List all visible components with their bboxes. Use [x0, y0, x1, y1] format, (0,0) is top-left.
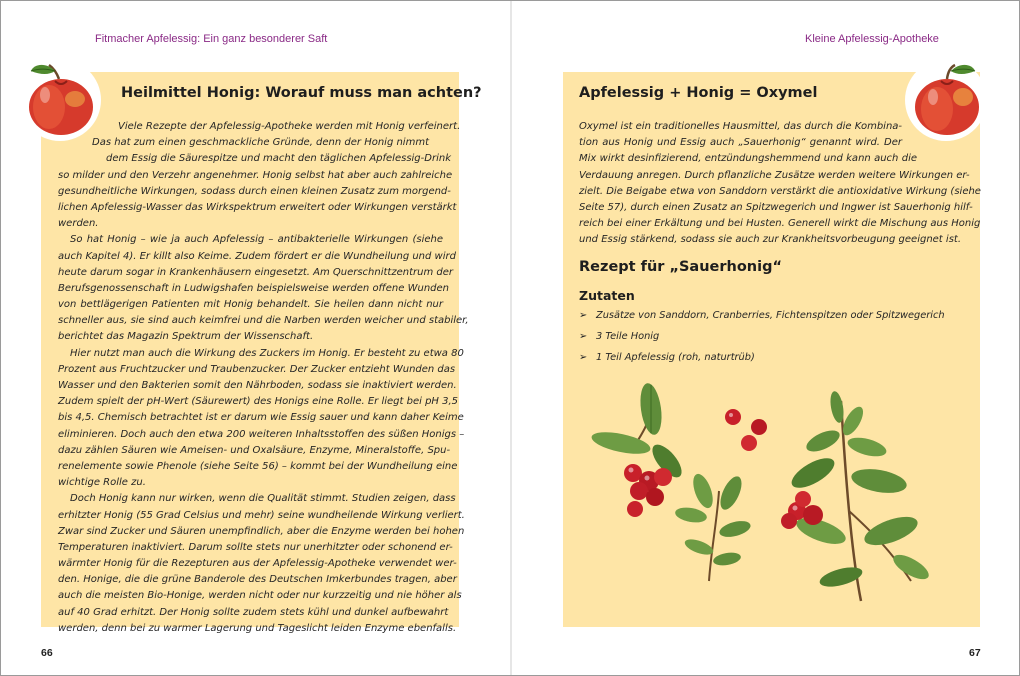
- paragraph-line: lichen Apfelessig-Wasser das Wirkspektrum erweitert oder Wirkungen verstärkt: [58, 201, 457, 213]
- page-number-left: 66: [41, 647, 53, 659]
- paragraph-line: eliminieren. Doch auch den etwa 200 weiteren Inhaltsstoffen des süßen Honigs –: [58, 428, 465, 440]
- paragraph-line: dem Essig die Säurespitze und macht den täglichen Apfelessig-Drink: [106, 153, 451, 165]
- arrow-bullet-icon: ➢: [579, 310, 588, 321]
- right-page-body: [579, 119, 981, 249]
- page-number-right: 67: [969, 647, 981, 659]
- paragraph-line: renelemente sowie Phenole (siehe Seite 56) – kommt bei der Wundheilung eine: [58, 460, 458, 472]
- paragraph-line: werden, denn bei zu warmer Lagerung und Tageslicht leiden Enzyme ebenfalls.: [58, 622, 457, 634]
- paragraph-line: Berufsgenossenschaft in Ludwigshafen beispielsweise werden offene Wunden: [58, 282, 449, 294]
- paragraph-line: Prozent aus Fruchtzucker und Traubenzucker. Der Zucker entzieht Wunden das: [58, 363, 456, 375]
- paragraph-line: reich bei einer Erkältung und bei Husten. Generell wirkt die Mischung aus Honig: [579, 218, 981, 230]
- arrow-bullet-icon: ➢: [579, 331, 588, 342]
- cranberry-illustration: [591, 381, 951, 611]
- paragraph-line: gesundheitliche Wirkungen, sodass durch einen kleinen Zusatz zum morgend-: [58, 185, 451, 197]
- recipe-title: Rezept für „Sauerhonig“: [579, 259, 783, 275]
- ingredients-list: [579, 309, 959, 372]
- paragraph-line: von bettlägerigen Patienten mit Honig behandelt. Sie heilen dann nicht nur: [58, 299, 443, 311]
- arrow-bullet-icon: ➢: [579, 352, 588, 363]
- paragraph-line: bis 4,5. Chemisch betrachtet ist er darum wie Essig sauer und kann daher Keime: [58, 412, 464, 424]
- ingredient-text: 1 Teil Apfelessig (roh, naturtrüb): [596, 352, 755, 363]
- page-gutter: [510, 1, 512, 675]
- list-item: [579, 351, 959, 372]
- paragraph-line: auch die meisten Bio-Honige, werden nicht oder nur kurzzeitig und nie höher als: [58, 590, 462, 602]
- list-item: [579, 309, 959, 330]
- cranberry-sprig-middle-icon: [674, 471, 752, 581]
- paragraph-line: und Essig stärkend, sodass sie auch zur Krankheitsvorbeugung geeignet ist.: [579, 234, 961, 246]
- paragraph-line: dazu zählen Säuren wie Ameisen- und Oxalsäure, Enzyme, Mineralstoffe, Spu-: [58, 444, 451, 456]
- cranberry-sprig-left-icon: [591, 382, 687, 517]
- paragraph-line: erhitzter Honig (55 Grad Celsius und mehr) seine wundheilende Wirkung verliert.: [58, 509, 465, 521]
- list-item: [579, 330, 959, 351]
- paragraph-line: schneller aus, sie sind auch keimfrei und die Narben werden weicher und stabiler,: [58, 315, 469, 327]
- left-page-title: Heilmittel Honig: Worauf muss man achten?: [121, 85, 482, 101]
- paragraph-line: Verdauung anregen. Durch pflanzliche Zusätze werden weitere Wirkungen er-: [579, 169, 970, 181]
- paragraph-line: Viele Rezepte der Apfelessig-Apotheke werden mit Honig verfeinert.: [118, 121, 461, 132]
- paragraph-line: so milder und den Verzehr angenehmer. Honig selbst hat aber auch zahlreiche: [58, 169, 453, 181]
- paragraph-line: Wasser und den Bakterien somit den Nährboden, sodass sie inaktiviert werden.: [58, 380, 457, 391]
- paragraph-line: berichtet das Magazin Spektrum der Wissenschaft.: [58, 331, 314, 343]
- right-page-title: Apfelessig + Honig = Oxymel: [579, 85, 818, 101]
- paragraph-line: tion aus Honig und Essig auch „Sauerhonig“ genannt wird. Der: [579, 137, 902, 149]
- paragraph-line: Temperaturen inaktiviert. Darum sollte stets nur unerhitzter oder schonend er-: [58, 541, 453, 553]
- paragraph-line: Doch Honig kann nur wirken, wenn die Qualität stimmt. Studien zeigen, dass: [70, 493, 456, 505]
- cranberry-sprig-right-icon: [781, 390, 932, 601]
- ingredients-heading: Zutaten: [579, 288, 635, 303]
- paragraph-line: So hat Honig – wie ja auch Apfelessig – antibakterielle Wirkungen (siehe: [70, 234, 443, 246]
- left-page-body: [58, 119, 469, 637]
- paragraph-line: Hier nutzt man auch die Wirkung des Zuckers im Honig. Er besteht zu etwa 80: [70, 347, 464, 359]
- running-header-right: Kleine Apfelessig-Apotheke: [805, 33, 939, 45]
- paragraph-line: Mix wirkt desinfizierend, entzündungshemmend und kann auch die: [579, 153, 917, 165]
- paragraph-line: werden.: [58, 218, 99, 230]
- paragraph-line: Zwar sind Zucker und Säuren unempfindlich, aber die Enzyme werden bei hohen: [58, 525, 465, 537]
- paragraph-line: auch Kapitel 4). Er killt also Keime. Zudem fördert er die Wundheilung und wird: [58, 250, 456, 262]
- running-header-left: Fitmacher Apfelessig: Ein ganz besonderer Saft: [95, 33, 328, 45]
- paragraph-line: Zudem spielt der pH-Wert (Säurewert) des Honigs eine Rolle. Er liegt bei pH 3,5: [58, 396, 459, 408]
- paragraph-line: wichtige Rolle zu.: [58, 477, 146, 489]
- paragraph-line: zielt. Die Beigabe etwa von Sanddorn verstärkt die antioxidative Wirkung (siehe: [579, 185, 981, 197]
- paragraph-line: auf 40 Grad erhitzt. Der Honig sollte zudem stets kühl und dunkel aufbewahrt: [58, 606, 449, 618]
- ingredient-text: Zusätze von Sanddorn, Cranberries, Fichtenspitzen oder Spitzwegerich: [596, 310, 945, 321]
- paragraph-line: Das hat zum einen geschmackliche Gründe, denn der Honig nimmt: [92, 137, 429, 149]
- paragraph-line: wärmter Honig für die Rezepturen aus der Apfelessig-Apotheke verwendet wer-: [58, 558, 457, 570]
- ingredient-text: 3 Teile Honig: [596, 331, 660, 342]
- loose-berries-icon: [725, 409, 767, 451]
- paragraph-line: Seite 57), durch einen Zusatz an Spitzwegerich und Ingwer ist Sauerhonig hilf-: [579, 201, 973, 213]
- paragraph-line: Oxymel ist ein traditionelles Hausmittel, das durch die Kombina-: [579, 121, 903, 132]
- paragraph-line: den. Honige, die die grüne Banderole des Deutschen Imkerbundes tragen, aber: [58, 574, 457, 586]
- paragraph-line: heute darum sogar in Krankenhäusern eingesetzt. Am Querschnittzentrum der: [58, 266, 453, 278]
